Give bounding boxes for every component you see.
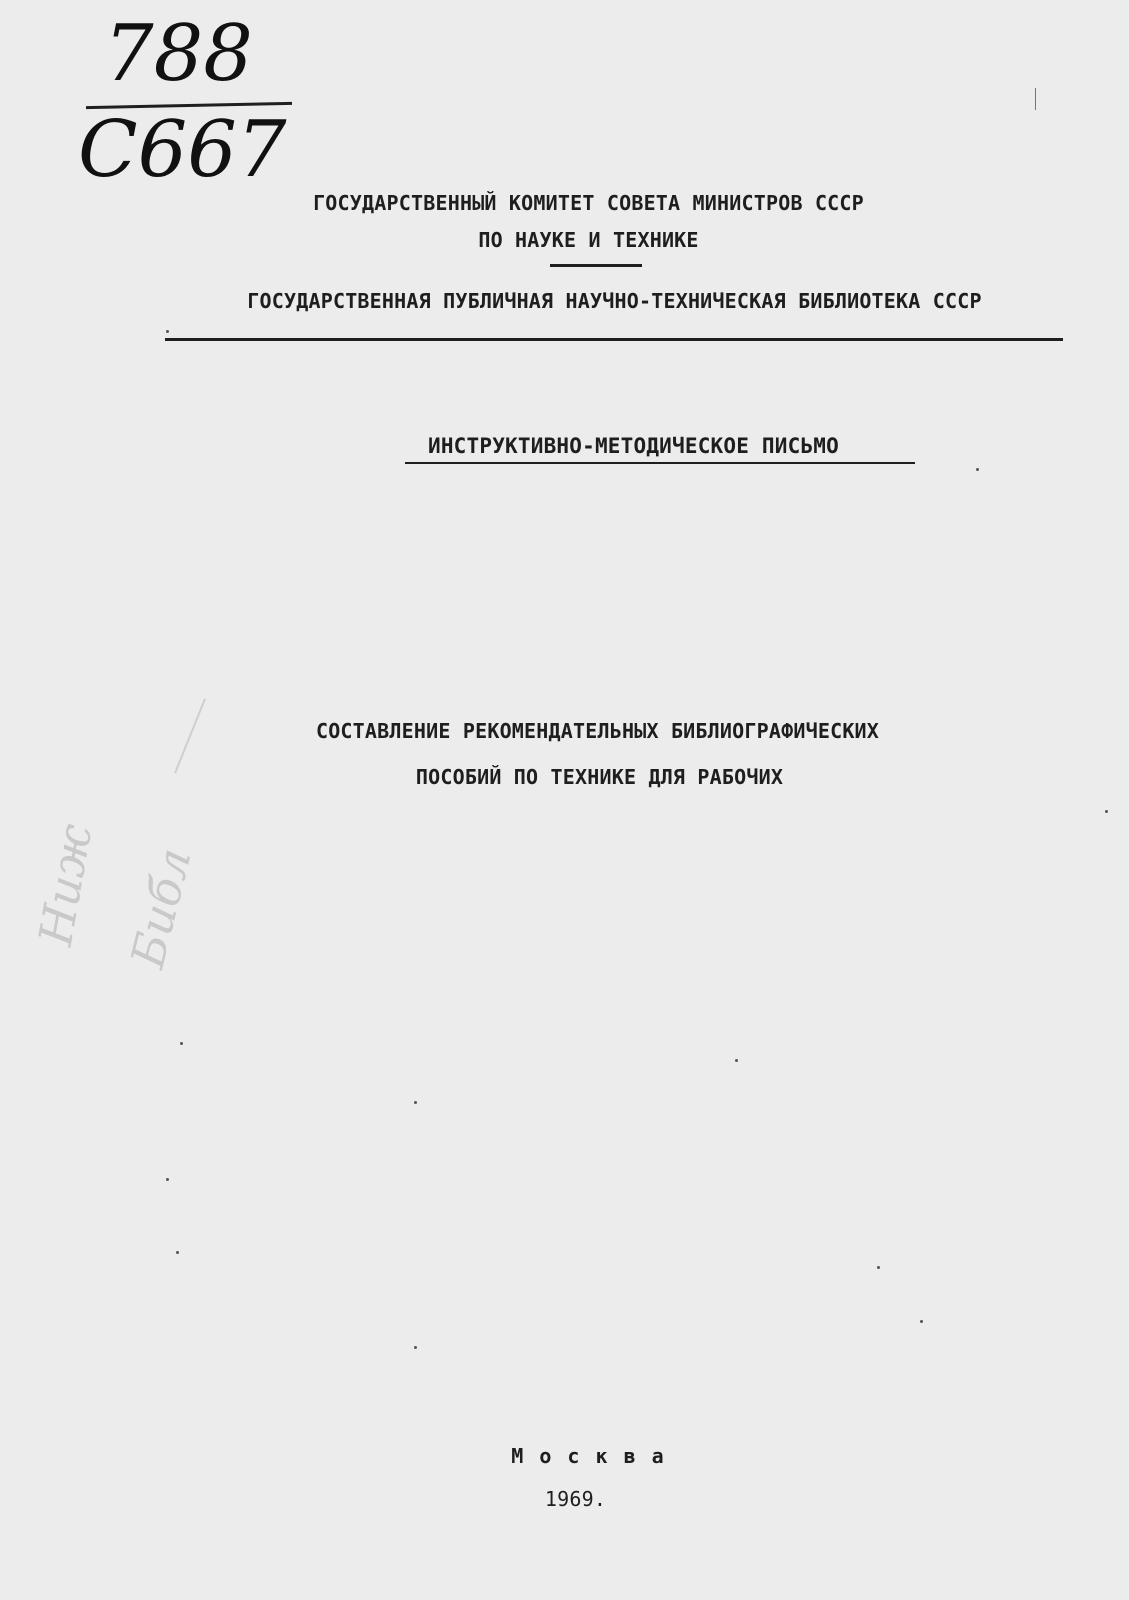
scan-speck bbox=[180, 1042, 183, 1045]
scan-speck bbox=[735, 1059, 738, 1062]
scan-speck bbox=[414, 1346, 417, 1349]
library-rule bbox=[165, 338, 1063, 341]
margin-note-line-2: Библ bbox=[120, 842, 202, 974]
scan-speck bbox=[1105, 810, 1108, 813]
scan-speck bbox=[166, 330, 169, 333]
library-name: ГОСУДАРСТВЕННАЯ ПУБЛИЧНАЯ НАУЧНО-ТЕХНИЧЕСКАЯ БИБЛИОТЕКА СССР bbox=[247, 289, 982, 313]
title-line-1: СОСТАВЛЕНИЕ РЕКОМЕНДАТЕЛЬНЫХ БИБЛИОГРАФИЧЕСКИХ bbox=[315, 719, 880, 743]
document-type-underline bbox=[405, 462, 915, 464]
title-line-2: ПОСОБИЙ ПО ТЕХНИКЕ ДЛЯ РАБОЧИХ bbox=[415, 765, 784, 789]
scan-speck bbox=[976, 468, 979, 471]
margin-note-line-1: Ниж bbox=[28, 819, 103, 950]
scan-speck bbox=[414, 1101, 417, 1104]
scan-speck bbox=[920, 1320, 923, 1323]
committee-line-1: ГОСУДАРСТВЕННЫЙ КОМИТЕТ СОВЕТА МИНИСТРОВ СССР bbox=[313, 191, 864, 215]
imprint-year: 1969. bbox=[544, 1487, 607, 1511]
imprint-city: М о с к в а bbox=[511, 1444, 666, 1468]
document-type: ИНСТРУКТИВНО-МЕТОДИЧЕСКОЕ ПИСЬМО bbox=[428, 434, 839, 458]
shelfmark-bottom: C667 bbox=[78, 105, 287, 195]
scan-speck bbox=[877, 1266, 880, 1269]
committee-line-2: ПО НАУКЕ И ТЕХНИКЕ bbox=[478, 228, 699, 252]
scan-speck bbox=[166, 1178, 169, 1181]
margin-tick bbox=[1035, 88, 1036, 110]
header-short-rule bbox=[550, 264, 642, 267]
shelfmark-top: 788 bbox=[104, 9, 253, 99]
scan-speck bbox=[176, 1251, 179, 1254]
